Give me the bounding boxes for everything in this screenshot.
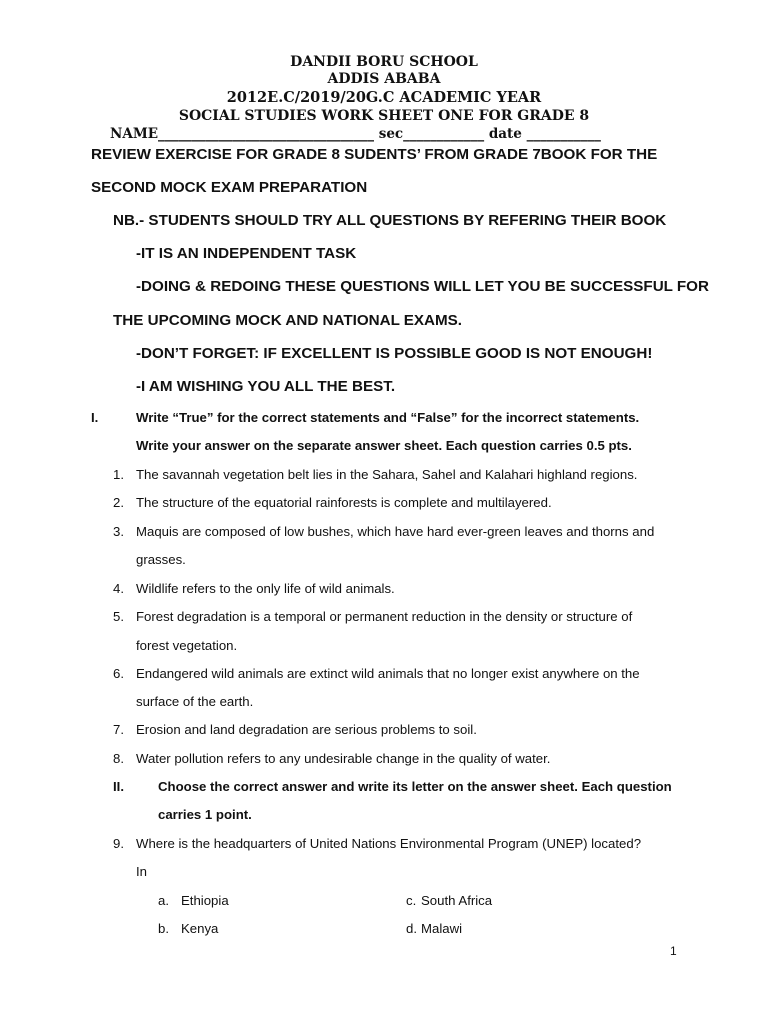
page-number: 1 [670,944,677,958]
section-1-numeral: I. [91,410,99,425]
name-sec-date-line: NAME________________________________ sec____________ date ___________ [110,126,601,142]
question-number: 9. [113,836,124,851]
question-text: Where is the headquarters of United Nations Environmental Program (UNEP) located? [136,836,642,851]
option-c-letter: c. [406,893,417,908]
note-redoing-line2: THE UPCOMING MOCK AND NATIONAL EXAMS. [113,312,463,329]
review-title-line1: REVIEW EXERCISE FOR GRADE 8 SUDENTS’ FROM GRADE 7BOOK FOR THE [91,146,658,163]
question-number: 3. [113,524,124,539]
question-text-continued: In [136,864,147,879]
question-text: Wildlife refers to the only life of wild animals. [136,581,395,596]
question-text-continued: surface of the earth. [136,694,254,709]
note-redoing-line1: -DOING & REDOING THESE QUESTIONS WILL LET YOU BE SUCCESSFUL FOR [136,278,709,295]
option-d-letter: d. [406,921,417,936]
question-text: Maquis are composed of low bushes, which have hard ever-green leaves and thorns and [136,524,655,539]
section-2-instruction-line2: carries 1 point. [158,807,252,822]
question-text: The savannah vegetation belt lies in the Sahara, Sahel and Kalahari highland regions. [136,467,638,482]
section-2-instruction-line1: Choose the correct answer and write its letter on the answer sheet. Each question [158,779,672,794]
question-text-continued: grasses. [136,552,186,567]
question-text: Forest degradation is a temporal or permanent reduction in the density or structure of [136,609,633,624]
question-number: 5. [113,609,124,624]
question-number: 2. [113,495,124,510]
section-2-numeral: II. [113,779,124,794]
question-text: The structure of the equatorial rainforests is complete and multilayered. [136,495,552,510]
option-a-letter: a. [158,893,169,908]
worksheet-title: SOCIAL STUDIES WORK SHEET ONE FOR GRADE 8 [178,108,590,124]
school-city: ADDIS ABABA [327,71,441,87]
option-d-text: Malawi [421,921,463,936]
option-b-letter: b. [158,921,169,936]
note-independent: -IT IS AN INDEPENDENT TASK [136,245,357,262]
review-title-line2: SECOND MOCK EXAM PREPARATION [91,179,368,196]
section-1-instruction-line2: Write your answer on the separate answer sheet. Each question carries 0.5 pts. [136,438,632,453]
option-c-text: South Africa [421,893,493,908]
question-number: 8. [113,751,124,766]
question-text: Endangered wild animals are extinct wild animals that no longer exist anywhere on the [136,666,640,681]
question-text-continued: forest vegetation. [136,638,238,653]
question-number: 1. [113,467,124,482]
section-1-instruction-line1: Write “True” for the correct statements and “False” for the incorrect statements. [136,410,640,425]
option-a-text: Ethiopia [181,893,229,908]
nb-note: NB.- STUDENTS SHOULD TRY ALL QUESTIONS BY REFERING THEIR BOOK [113,212,667,229]
question-number: 6. [113,666,124,681]
option-b-text: Kenya [181,921,219,936]
note-wishing: -I AM WISHING YOU ALL THE BEST. [136,378,396,395]
question-number: 7. [113,722,124,737]
note-dont-forget: -DON’T FORGET: IF EXCELLENT IS POSSIBLE GOOD IS NOT ENOUGH! [136,345,653,362]
question-text: Water pollution refers to any undesirable change in the quality of water. [136,751,551,766]
question-number: 4. [113,581,124,596]
academic-year: 2012E.C/2019/20G.C ACADEMIC YEAR [226,89,542,106]
school-name: DANDII BORU SCHOOL [290,54,478,70]
question-text: Erosion and land degradation are serious problems to soil. [136,722,477,737]
